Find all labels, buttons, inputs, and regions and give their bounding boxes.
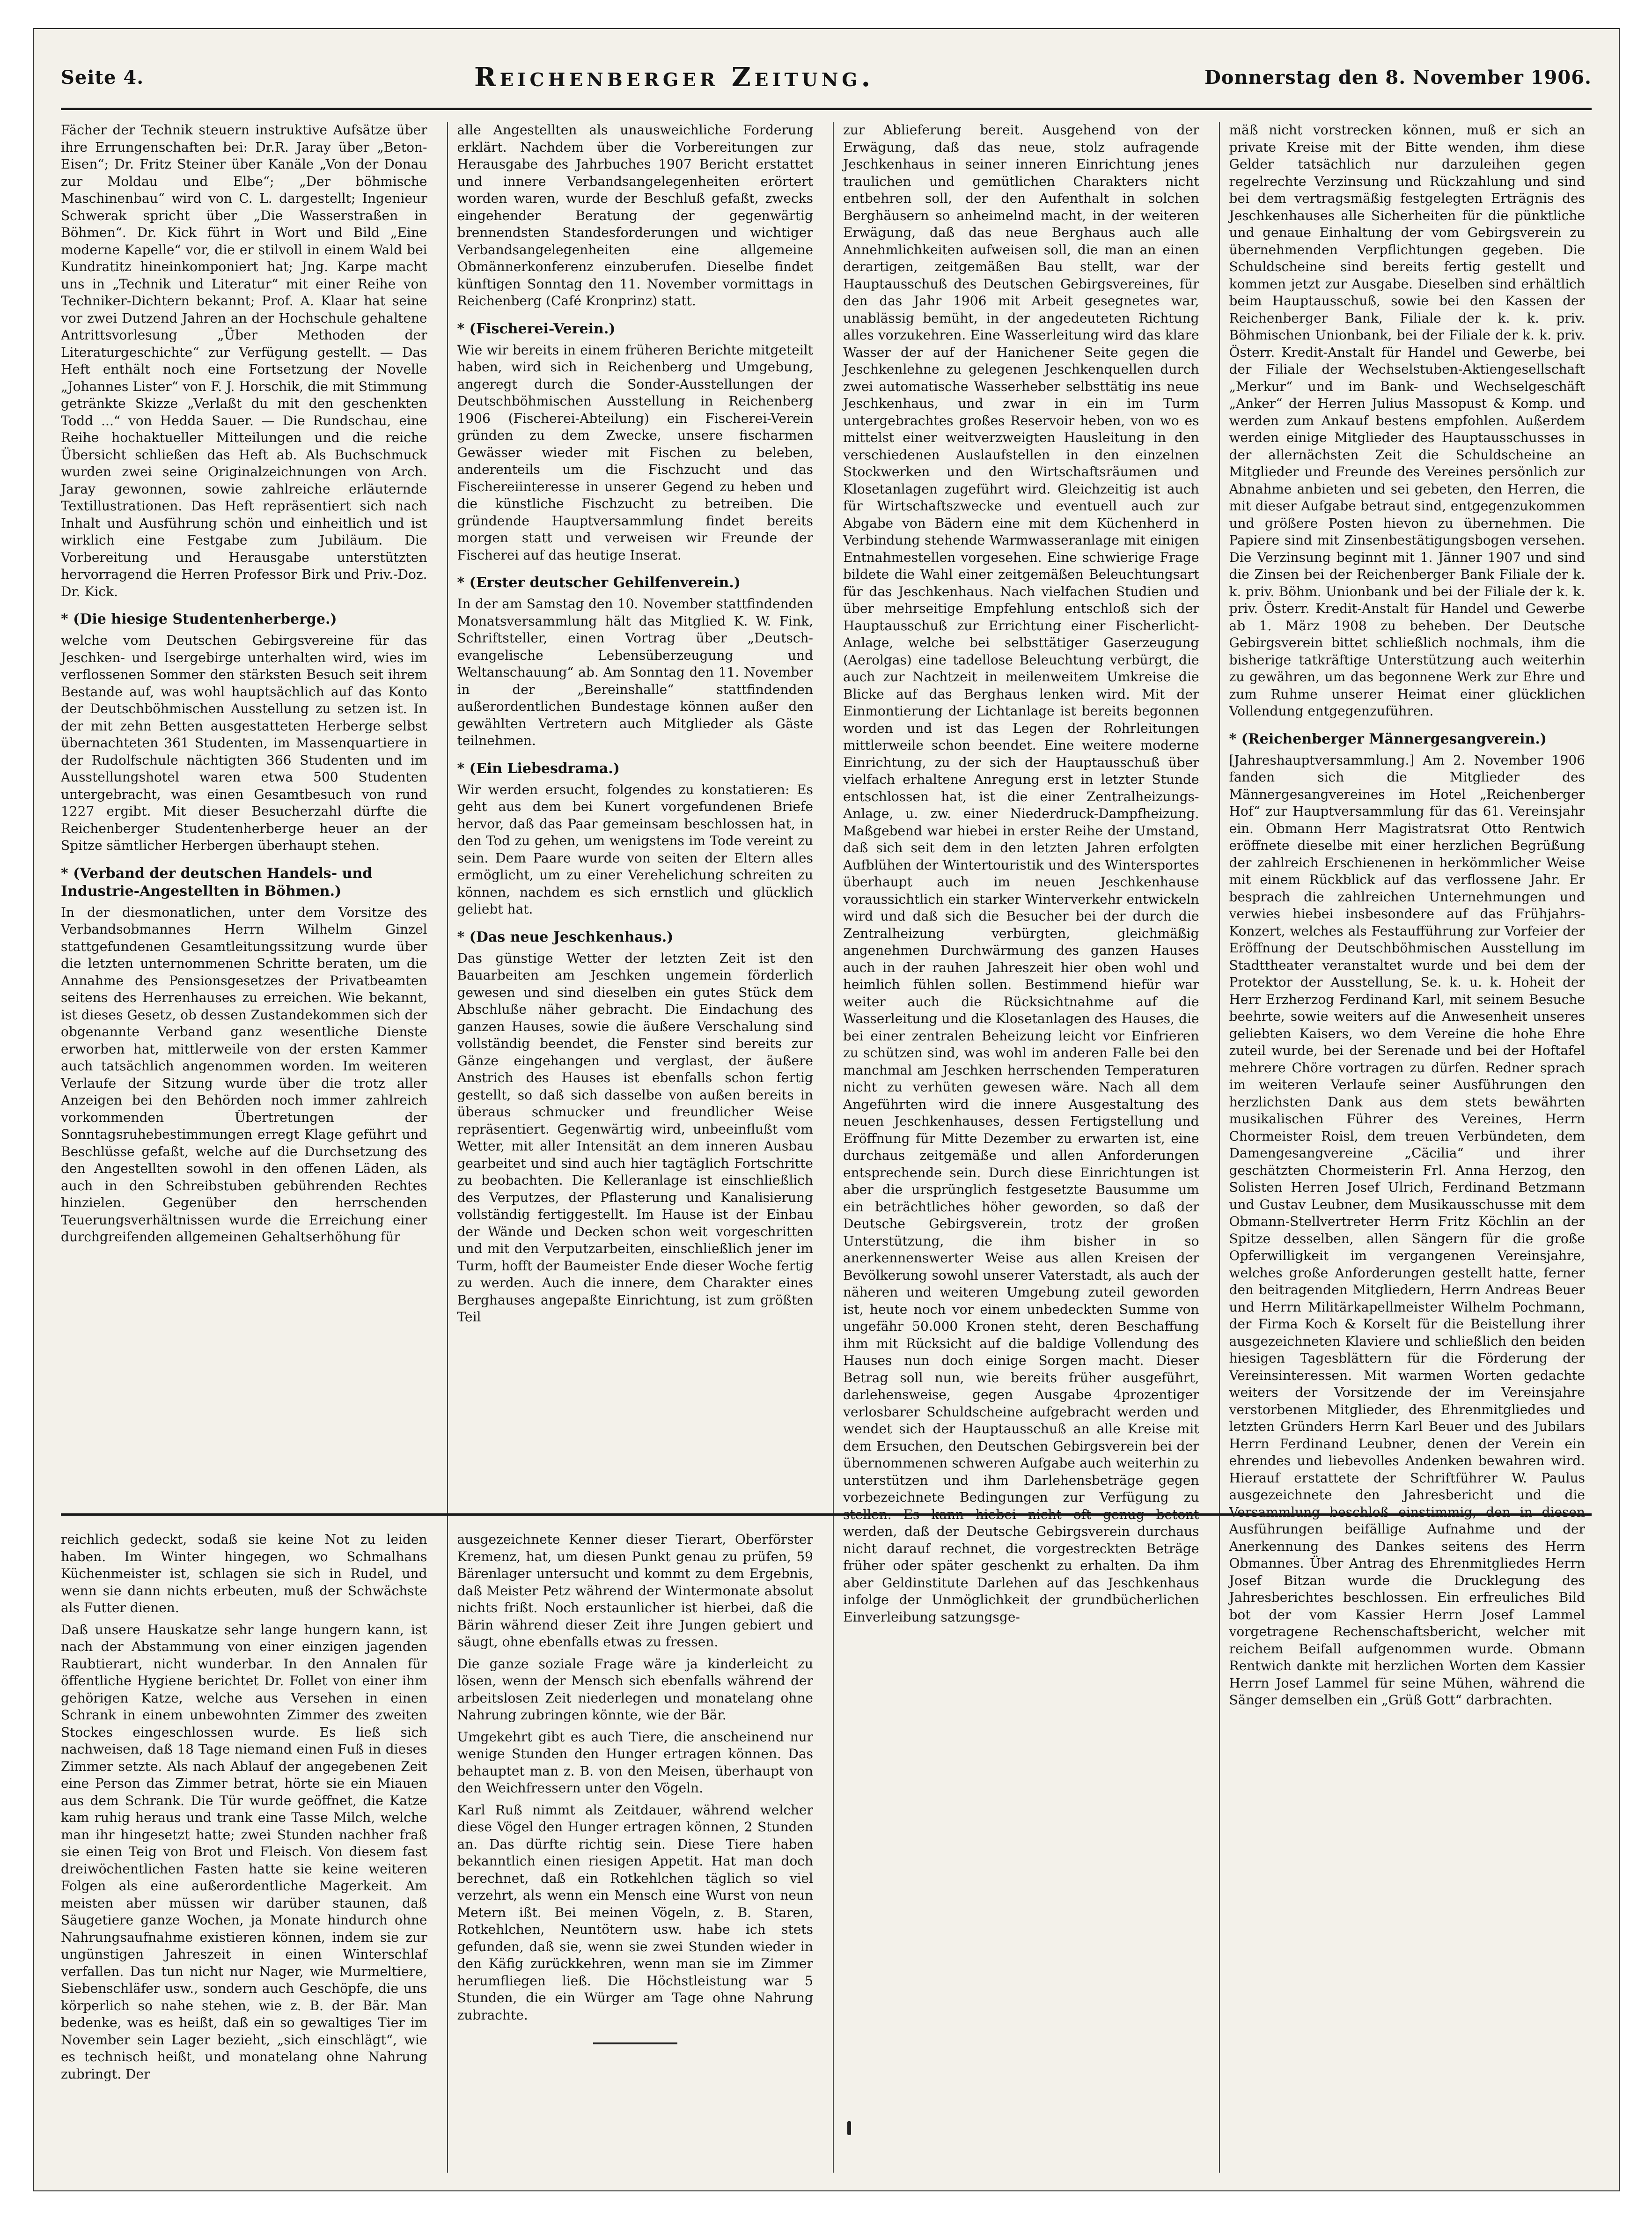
article-heading: * (Verband der deutschen Handels- und Industrie-Angestellten in Böhmen.) xyxy=(61,865,373,899)
article-heading: * (Ein Liebesdrama.) xyxy=(457,760,620,777)
feuilleton-column-3 xyxy=(833,1531,1206,2173)
column-1 xyxy=(61,122,434,1714)
feuilleton-column-4 xyxy=(1219,1531,1592,2173)
article-paragraph: Das günstige Wetter der letzten Zeit ist den Bauarbeiten am Jeschken ungemein förderlich gewesen und sind dieselben ein gutes Stück dem Abschluße näher gebracht. Die Eindachung des ganzen Hauses, sowie die äußere Verschalung sind vollständig beendet, die Fenster sind bereits zur Gänze eingehangen und verglast, der äußere Anstrich des Hauses ist ebenfalls schon fertig gestellt, so daß sich dasselbe von außen bereits in überaus schmucker und freundlicher Weise repräsentiert. Gegenwärtig wird, unbeeinflußt vom Wetter, mit aller Intensität an dem inneren Ausbau gearbeitet und sind auch hier tagtäglich Fortschritte zu beobachten. Die Kelleranlage ist einschließlich des Verputzes, der Pflasterung und Kanalisierung vollständig fertiggestellt. Im Hause ist der Einbau der Wände und Decken schon weit vorgeschritten und mit den Verputzarbeiten, einschließlich jener im Turm, hofft der Baumeister Ende dieser Woche fertig zu werden. Auch die innere, dem Charakter eines Berghauses angepaßte Einrichtung, ist zum größten Teil xyxy=(457,950,813,1325)
article-paragraph: [Jahreshauptversammlung.] Am 2. November 1906 fanden sich die Mitglieder des Männergesangvereines im Hotel „Reichenberger Hof“ zur Hauptversammlung für das 61. Vereinsjahr ein. Obmann Herr Magistratsrat Otto Rentwich eröffnete dieselbe mit einer herzlichen Begrüßung der zahlreich Erschienenen in herkömmlicher Weise mit einem Rückblick auf das verflossene Jahr. Er besprach die zahlreichen Unternehmungen und verwies hiebei insbesondere auf das Frühjahrs-Konzert, welches als Festaufführung zur Vorfeier der Eröffnung der Deutschböhmischen Ausstellung im Stadttheater veranstaltet wurde und bei dem der Protektor der Ausstellung, Se. k. u. k. Hoheit der Herr Erzherzog Ferdinand Karl, mit seinem Besuche beehrte, sowie weiters auf die Anwesenheit unseres geliebten Kaisers, wo dem Vereine die hohe Ehre zuteil wurde, bei der Serenade und bei der Hoftafel mehrere Chöre vortragen zu dürfen. Redner sprach im weiteren Verlaufe seiner Ausführungen den herzlichsten Dank aus dem stets bewährten musikalischen Führer des Vereines, Herrn Chormeister Roisl, dem treuen Verbündeten, dem Damengesangvereine „Cäcilia“ und ihrer geschätzten Chormeisterin Frl. Anna Herzog, den Solisten Herren Josef Ulrich, Ferdinand Betzmann und Gustav Leubner, dem Musikausschusse mit dem Obmann-Stellvertreter Herrn Fritz Köchlin an der Spitze desselben, allen Sängern für die große Opferwilligkeit im vergangenen Vereinsjahre, welches große Anforderungen gestellt hatte, ferner den beitragenden Mitgliedern, Herrn Andreas Beuer und Herrn Militärkapellmeister Wilhelm Pochmann, der Firma Koch & Korselt für die Beistellung ihrer ausgezeichneten Klaviere und schließlich den beiden hiesigen Tagesblättern für die Förderung der Vereinsinteressen. Mit warmen Worten gedachte weiters der Vorsitzende der im Vereinsjahre verstorbenen Mitglieder, des Ehrenmitgliedes und letzten Gründers Herrn Karl Beuer und des Jubilars Herrn Ferdinand Leubner, denen der Verein ein ehrendes und liebevolles Andenken bewahren wird. Hierauf erstattete der Schriftführer W. Paulus ausgezeichnete den Jahresbericht und die Versammlung beschloß einstimmig, den in diesen Ausführungen beifällige Aufnahme und der Anerkennung des Dankes seitens des Herrn Obmannes. Über Antrag des Ehrenmitgliedes Herrn Josef Bitzan wurde die Drucklegung des Jahresberichtes beschlossen. Ein erfreuliches Bild bot der vom Kassier Herrn Josef Lammel vorgetragene Rechenschaftsbericht, welcher mit reichem Beifall aufgenommen wurde. Obmann Rentwich dankte mit herzlichen Worten dem Kassier Herrn Josef Lammel für seine Mühen, während die Sänger demselben ein „Grüß Gott“ darbrachten. xyxy=(1229,752,1585,1708)
article-paragraph: Fächer der Technik steuern instruktive Aufsätze über ihre Errungenschaften bei: Dr.R. Jaray über „Beton-Eisen“; Dr. Fritz Steiner über Kanäle „Von der Donau zur Moldau und Elbe“; „Der böhmische Maschinenbau“ wird von C. L. dargestellt; Ingenieur Schwerak spricht über „Die Wasserstraßen in Böhmen“. Dr. Kick führt in Wort und Bild „Eine moderne Kapelle“ vor, die er stilvoll in einem Wald bei Kundratitz hineinkomponiert hat; Jng. Karpe macht uns in „Technik und Literatur“ mit einer Reihe von Techniker-Dichtern bekannt; Prof. A. Klaar hat seine vor zwei Dutzend Jahren an der Hochschule gehaltene Antrittsvorlesung „Über Methoden der Literaturgeschichte“ zur Verfügung gestellt. — Das Heft enthält noch eine Fortsetzung der Novelle „Johannes Lister“ von F. J. Horschik, die mit Stimmung getränkte Skizze „Verlaßt du mit den geschenkten Todd ...“ von Hedda Sauer. — Die Rundschau, eine Reihe hochaktueller Mitteilungen und die reiche Übersicht schließen das Heft ab. Als Buchschmuck wurden zwei seine Originalzeichnungen von Arch. Jaray gewonnen, sowie zahlreiche erläuternde Textillustrationen. Das Heft repräsentiert sich nach Inhalt und Ausführung schön und einheitlich und ist wirklich eine Festgabe zum Jubiläum. Die Vorbereitung und Herausgabe unterstützten hervorragend die Herren Professor Birk und Priv.-Doz. Dr. Kick. xyxy=(61,122,427,599)
end-separator-rule xyxy=(593,2042,677,2056)
article-paragraph: zur Ablieferung bereit. Ausgehend von der Erwägung, daß das neue, stolz aufragende Jeschkenhaus in seiner inneren Einrichtung jenes traulichen und gemütlichen Charakters nicht entbehren soll, der den Aufenthalt in solchen Berghäusern so anheimelnd macht, in der weiteren Erwägung, daß das neue Berghaus auch alle Annehmlichkeiten aufweisen soll, die man an einen derartigen, zeitgemäßen Bau stellt, war der Hauptausschuß des Deutschen Gebirgsvereines, für den das Jahr 1906 mit Arbeit gesegnetes war, unablässig bemüht, in der angedeuteten Richtung alles vorzukehren. Eine Wasserleitung wird das klare Wasser der auf der Hanichener Seite gegen die Jeschkenlehne zu gelegenen Jeschkenquellen durch zwei automatische Wasserheber selbsttätig ins neue Jeschkenhaus, und zwar in ein im Turm untergebrachtes großes Reservoir heben, von wo es mittelst einer weitverzweigten Hausleitung in den verschiedenen Auslaufstellen in den einzelnen Stockwerken und den Wirtschaftsräumen und Klosetanlagen zugeführt wird. Gleichzeitig ist auch für Wirtschaftszwecke und eventuell auch zur Abgabe von Bädern eine mit dem Küchenherd in Verbindung stehende Warmwasseranlage mit einigen Entnahmestellen vorgesehen. Eine schwierige Frage bildete die Wahl einer zeitgemäßen Beleuchtungsart für das Jeschkenhaus. Nach vielfachen Studien und über mehrseitige Empfehlung entschloß sich der Hauptausschuß zur Errichtung einer Fischerlicht-Anlage, welche bei selbsttätiger Gaserzeugung (Aerolgas) eine tadellose Beleuchtung verbürgt, die auch zur Nachtzeit in meilenweitem Umkreise die Blicke auf das Berghaus lenken wird. Mit der Einmontierung der Lichtanlage ist bereits begonnen worden und ist das Legen der Rohrleitungen mittlerweile schon beendet. Eine weitere moderne Einrichtung, zu der sich der Hauptausschuß über vielfach erhaltene Anregung erst in letzter Stunde entschlossen hat, ist die einer Zentralheizungs-Anlage, u. zw. einer Niederdruck-Dampfheizung. Maßgebend war hiebei in erster Reihe der Umstand, daß sich seit dem in den letzten Jahren erfolgten Aufblühen der Wintertouristik und des Wintersportes überhaupt auch im neuen Jeschkenhause voraussichtlich ein starker Winterverkehr entwickeln wird und daß sich die Besucher bei der durch die Zentralheizung verbürgten, gleichmäßig angenehmen Durchwärmung des ganzen Hauses auch in der rauhen Jahreszeit hier oben wohl und heimlich fühlen sollen. Bestimmend hiefür war weiter auch die Rücksichtnahme auf die Wasserleitung und die Klosetanlagen des Hauses, die bei einer zentralen Beheizung leicht vor Einfrieren zu schützen sind, was wohl im anderen Falle bei den manchmal am Jeschken herrschenden Temperaturen nicht zu verhüten gewesen wäre. Nach all dem Angeführten wird die innere Ausgestaltung des neuen Jeschkenhauses, dessen Fertigstellung und Eröffnung für Mitte Dezember zu erwarten ist, eine durchaus zeitgemäße und allen Anforderungen entsprechende sein. Durch diese Einrichtungen ist aber die ursprünglich festgesetzte Bausumme um ein beträchtliches höher geworden, so daß der Deutsche Gebirgsverein, trotz der großen Unterstützung, die ihm bisher in so anerkennenswerter Weise aus allen Kreisen der Bevölkerung sowohl unserer Vaterstadt, als auch der näheren und weiteren Umgebung zuteil geworden ist, heute noch vor einem unbedeckten Summe von ungefähr 50.000 Kronen steht, deren Beschaffung ihm mit Rücksicht auf die baldige Vollendung des Hauses nun doch einige Sorgen macht. Dieser Betrag soll nun, wie bereits früher ausgeführt, darlehensweise, gegen Ausgabe 4prozentiger verlosbarer Schuldscheine aufgebracht werden und wendet sich der Hauptausschuß an alle Kreise mit dem Ersuchen, den Deutschen Gebirgsverein bei der übernommenen schweren Aufgabe auch weiterhin zu unterstützen und ihm Darlehensbeträge gegen vorbezeichnete Bedingungen zur Verfügung zu stellen. Es kann hiebei nicht oft genug betont werden, daß der Deutsche Gebirgsverein durchaus nicht darauf rechnet, die vorgestreckten Beträge früher oder später geschenkt zu erhalten. Da ihm aber Geldinstitute Darlehen auf das Jeschkenhaus infolge der Unmöglichkeit der grundbücherlichen Einverleibung satzungsge- xyxy=(843,122,1199,1625)
article-paragraph: Umgekehrt gibt es auch Tiere, die anscheinend nur wenige Stunden den Hunger ertragen können. Das behauptet man z. B. von den Meisen, überhaupt von den Weichfressern unter den Vögeln. xyxy=(457,1729,813,1796)
feuilleton-divider xyxy=(61,1513,1592,1516)
column-4 xyxy=(1219,122,1592,1714)
article-heading: * (Die hiesige Studentenherberge.) xyxy=(61,611,337,627)
article-paragraph: In der am Samstag den 10. November stattfindenden Monatsversammlung hält das Mitglied K. W. Fink, Schriftsteller, einen Vortrag über „Deutsch-evangelische Lebensüberzeugung und Weltanschauung“ ab. Am Sonntag den 11. November in der „Bereinshalle“ stattfindenden außerordentlichen Bundestage können außer den gewählten Vertretern auch Mitglieder als Gäste teilnehmen. xyxy=(457,596,813,748)
article-paragraph: mäß nicht vorstrecken können, muß er sich an private Kreise mit der Bitte wenden, ihm diese Gelder tatsächlich nur darzuleihen gegen regelrechte Verzinsung und Rückzahlung und sind bei dem vertragsmäßig festgelegten Erträgnis des Jeschkenhauses alle Sicherheiten für die pünktliche und genaue Einhaltung der vom Gebirgsverein zu übernehmenden Verpflichtungen gegeben. Die Schuldscheine sind bereits fertig gestellt und kommen jetzt zur Ausgabe. Dieselben sind erhältlich beim Hauptausschuß, sowie bei den Kassen der Reichenberger Bank, Filiale der k. k. priv. Böhmischen Unionbank, bei der Filiale der k. k. priv. Österr. Kredit-Anstalt für Handel und Gewerbe, bei der Filiale der Wechselstuben-Aktiengesellschaft „Merkur“ und im Bank- und Wechselgeschäft „Anker“ der Herren Julius Massopust & Komp. und werden zum Ankauf bestens empfohlen. Außerdem werden einige Mitglieder des Hauptausschusses in der allernächsten Zeit die Schuldscheine an Mitglieder und Freunde des Vereines persönlich zur Abnahme anbieten und sei gebeten, den Herren, die mit dieser Aufgabe betraut sind, entgegenzukommen und größere Posten hievon zu übernehmen. Die Papiere sind mit Zinsenbestätigungsbogen versehen. Die Verzinsung beginnt mit 1. Jänner 1907 und sind die Zinsen bei der Reichenberger Bank Filiale der k. k. priv. Böhm. Unionbank und bei der Filiale der k. k. priv. Österr. Kredit-Anstalt für Handel und Gewerbe ab 1. März 1908 zu beheben. Der Deutsche Gebirgsverein bittet schließlich nochmals, ihm die bisherige tatkräftige Unterstützung auch weiterhin zu gewähren, um das begonnene Werk zur Ehre und zum Ruhme unserer Heimat einer glücklichen Vollendung entgegenzuführen. xyxy=(1229,122,1585,719)
issue-date: Donnerstag den 8. November 1906. xyxy=(1204,66,1592,88)
article-heading: * (Reichenberger Männergesangverein.) xyxy=(1229,730,1547,747)
article-paragraph: Wir werden ersucht, folgendes zu konstatieren: Es geht aus dem bei Kunert vorgefundenen Briefe hervor, daß das Paar gemeinsam beschlossen hat, in den Tod zu gehen, um wenigstens im Tode vereint zu sein. Dem Paare wurde von seiten der Eltern alles ermöglicht, um zu einer Verehelichung schreiten zu können, nachdem es sich ernstlich und glücklich geliebt hat. xyxy=(457,781,813,917)
newspaper-title: Reichenberger Zeitung. xyxy=(474,62,874,93)
article-paragraph: In der diesmonatlichen, unter dem Vorsitze des Verbandsobmannes Herrn Wilhelm Ginzel stattgefundenen Gesamtleitungssitzung wurde über die letzten unternommenen Schritte beraten, um die Annahme des Pensionsgesetzes der Privatbeamten seitens des Herrenhauses zu erreichen. Wie bekannt, ist dieses Gesetz, ob dessen Zustandekommen sich der obgenannte Verband ganz wesentliche Dienste erworben hat, mittlerweile von der ersten Kammer auch tatsächlich angenommen worden. Im weiteren Verlaufe der Sitzung wurde über die trotz aller Anzeigen bei den Behörden noch immer zahlreich vorkommenden Übertretungen der Sonntagsruhebestimmungen erregt Klage geführt und Beschlüsse gefaßt, welche auf die Durchsetzung des den Angestellten sowohl in den offenen Läden, als auch in den Schreibstuben gebührenden Rechtes hinzielen. Gegenüber den herrschenden Teuerungsverhältnissen wurde die Erreichung einer durchgreifenden allgemeinen Gehaltserhöhung für xyxy=(61,904,427,1245)
article-heading: * (Das neue Jeschkenhaus.) xyxy=(457,929,674,945)
page-header xyxy=(61,47,1592,110)
article-heading: * (Fischerei-Verein.) xyxy=(457,320,616,337)
column-3 xyxy=(833,122,1206,1714)
scan-artifact-mark xyxy=(847,2121,851,2135)
feuilleton-column-1 xyxy=(61,1531,434,2173)
article-paragraph: Daß unsere Hauskatze sehr lange hungern kann, ist nach der Abstammung von einer einzigen jagenden Raubtierart, nicht wunderbar. In den Annalen für öffentliche Hygiene berichtet Dr. Follet von einer ihm gehörigen Katze, welche aus Versehen in einen Schrank in einem unbewohnten Zimmer des zweiten Stockes eingeschlossen wurde. Es ließ sich nachweisen, daß 18 Tage niemand einen Fuß in dieses Zimmer setzte. Als nach Ablauf der angegebenen Zeit eine Person das Zimmer betrat, hörte sie ein Miauen aus dem Schrank. Die Tür wurde geöffnet, die Katze kam ruhig heraus und trank eine Tasse Milch, welche man ihr hingesetzt hatte; zwei Stunden nachher fraß sie einen Teig von Brot und Fleisch. Von diesem fast dreiwöchentlichen Fasten hatte sie keine weiteren Folgen als eine außerordentliche Magerkeit. Am meisten aber müssen wir darüber staunen, daß Säugetiere ganze Wochen, ja Monate hindurch ohne Nahrungsaufnahme existieren können, indem sie zur ungünstigen Jahreszeit in einen Winterschlaf verfallen. Das tun nicht nur Nager, wie Murmeltiere, Siebenschläfer usw., sondern auch Geschöpfe, die uns körperlich so nahe stehen, wie z. B. der Bär. Man bedenke, was es heißt, daß ein so gewaltiges Tier im November sein Lager bezieht, „sich einschlägt“, wie es technisch heißt, und monatelang ohne Nahrung zubringt. Der xyxy=(61,1622,427,2082)
lower-columns xyxy=(61,1531,1592,2173)
article-heading: * (Erster deutscher Gehilfenverein.) xyxy=(457,575,741,591)
article-paragraph: ausgezeichnete Kenner dieser Tierart, Oberförster Kremenz, hat, um diesen Punkt genau zu prüfen, 59 Bärenlager untersucht und kommt zu dem Ergebnis, daß Meister Petz während der Wintermonate absolut nichts frißt. Noch erstaunlicher ist hierbei, daß die Bärin während dieser Zeit ihre Jungen gebiert und säugt, ohne ebenfalls etwas zu fressen. xyxy=(457,1532,813,1650)
article-paragraph: alle Angestellten als unausweichliche Forderung erklärt. Nachdem über die Vorbereitungen zur Herausgabe des Jahrbuches 1907 Bericht erstattet und innere Verbandsangelegenheiten erörtert worden waren, wurde der Beschluß gefaßt, zwecks eingehender Beratung der gegenwärtig brennendsten Standesforderungen und wichtiger Verbandsangelegenheiten eine allgemeine Obmännerkonferenz einzuberufen. Dieselbe findet künftigen Sonntag den 11. November vormittags in Reichenberg (Café Kronprinz) statt. xyxy=(457,122,813,309)
column-2 xyxy=(447,122,820,1714)
article-paragraph: Karl Ruß nimmt als Zeitdauer, während welcher diese Vögel den Hunger ertragen können, 2 Stunden an. Das dürfte richtig sein. Diese Tiere haben bekanntlich einen riesigen Appetit. Hat man doch berechnet, daß ein Rotkehlchen täglich so viel verzehrt, als wenn ein Mensch eine Wurst von neun Metern ißt. Bei meinen Vögeln, z. B. Staren, Rotkehlchen, Neuntötern usw. habe ich stets gefunden, daß sie, wenn sie zwei Stunden wieder in den Käfig zurückkehren, wenn man sie im Zimmer herumfliegen ließ. Die Höchstleistung war 5 Stunden, die ein Würger am Tage ohne Nahrung zubrachte. xyxy=(457,1802,813,2023)
article-paragraph: welche vom Deutschen Gebirgsvereine für das Jeschken- und Isergebirge unterhalten wird, wies im verflossenen Sommer den stärksten Besuch seit ihrem Bestande auf, was wohl hauptsächlich auf das Konto der Deutschböhmischen Ausstellung zu setzen ist. In der mit zehn Betten ausgestatteten Herberge selbst übernachteten 361 Studenten, im Massenquartiere in der Rudolfschule nächtigten 366 Studenten und im Ausstellungshotel waren etwa 500 Studenten untergebracht, was einen Gesamtbesuch von rund 1227 ergibt. Mit dieser Besucherzahl dürfte die Reichenberger Studentenherberge heuer an der Spitze sämtlicher Herbergen überhaupt stehen. xyxy=(61,633,427,853)
page-number: Seite 4. xyxy=(61,66,144,88)
article-paragraph: Wie wir bereits in einem früheren Berichte mitgeteilt haben, wird sich in Reichenberg und Umgebung, angeregt durch die Sonder-Ausstellungen der Deutschböhmischen Ausstellung in Reichenberg 1906 (Fischerei-Abteilung) ein Fischerei-Verein gründen zu dem Zwecke, unsere fischarmen Gewässer wieder mit Fischen zu beleben, anderenteils um die Fischzucht und das Fischereiinteresse in unserer Gegend zu heben und die künstliche Fischzucht zu betreiben. Die gründende Hauptversammlung findet bereits morgen statt und verweisen wir Freunde der Fischerei auf das heutige Inserat. xyxy=(457,342,813,563)
article-paragraph: Die ganze soziale Frage wäre ja kinderleicht zu lösen, wenn der Mensch sich ebenfalls während der arbeitslosen Zeit niederlegen und monatelang ohne Nahrung zubringen könnte, wie der Bär. xyxy=(457,1656,813,1723)
newspaper-page xyxy=(33,28,1620,2191)
article-paragraph: reichlich gedeckt, sodaß sie keine Not zu leiden haben. Im Winter hingegen, wo Schmalhans Küchenmeister ist, schlagen sie sich in Rudel, und wenn sie dann nichts erbeuten, muß der Schwächste als Futter dienen. xyxy=(61,1532,427,1615)
feuilleton-column-2 xyxy=(447,1531,820,2173)
